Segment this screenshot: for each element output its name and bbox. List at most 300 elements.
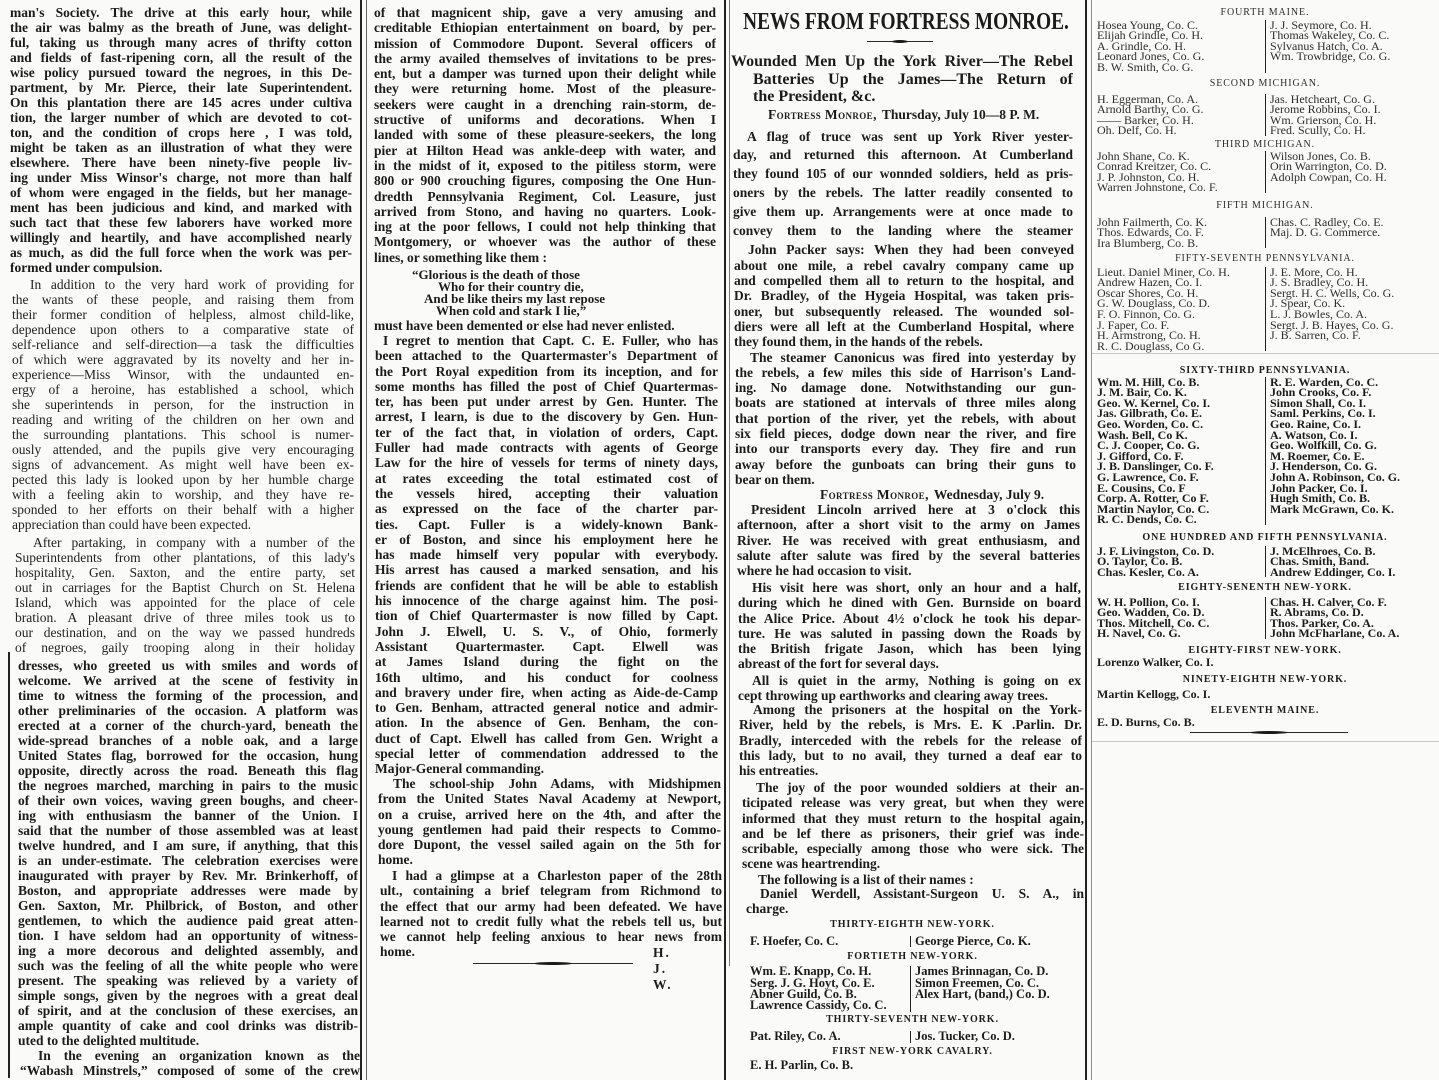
text-line: Island, which was appointed for the place of cele [15,595,355,610]
paragraph [375,333,718,777]
text-line: must have been demented or else had never enlisted. [374,318,675,333]
casualty-list [1092,199,1438,249]
text-line: His arrest has caused a marked sensation, and his [375,562,718,578]
roster-entry: John McFharlane, Co. A. [1270,626,1400,641]
paragraph [734,242,1074,349]
text-line: at rates exceeding the total estimated cost of [375,470,718,486]
roster-entry: Sergt. H. C. Wells, Co. G. [1270,285,1395,300]
text-line: ful, taking us through many acres of thrifty cotton [10,35,352,50]
text-line: the Port Royal expedition from its inception, and for [375,363,718,379]
paragraph [733,128,1073,241]
text-line: uted to the delighted multitude. [18,1033,200,1048]
roster-left-column [1092,91,1265,138]
text-line: time to witness the forming of the procession, and [18,688,358,703]
roster-entry: Ira Blumberg, Co. B. [1097,235,1199,250]
regiment-heading: FORTIETH NEW-YORK. [847,951,978,962]
text-line: such was the feeling of all the white people who were [18,958,358,973]
text-line: might be taken as an illustration of what they were [10,140,352,155]
text-line: Major-General commanding. [375,761,544,777]
casualty-list [1092,252,1438,352]
text-line: arrest, I learn, is due to the discovery by Gen. Hun- [375,409,718,425]
text-line: they found 105 of our wonnded soldiers, held as pris- [733,166,1073,182]
decorative-rule [867,41,933,42]
text-line: the wants of these people, and raising them from [12,292,354,307]
roster-entry: Jos. Tucker, Co. D. [915,1029,1015,1044]
text-line: of that magnicent ship, gave a very amusing and [374,5,716,20]
text-line: informed that they must return to the hospital again, [742,810,1084,826]
roster-entry: Alex Hart, (band,) Co. D. [915,986,1050,1001]
text-line: ample quantity of cake and cool drinks was distrib- [18,1018,358,1033]
roster-entry: H. Armstrong, Co. H. [1097,328,1201,343]
roster-entry: J. M. Bair, Co. K. [1097,385,1187,400]
text-line: ation. In the absence of Gen. Benham, the con- [375,715,718,731]
roster-entry: J. B. Sarren, Co. F. [1270,328,1361,343]
roster-entry: Martin Kellogg, Co. I. [1097,686,1211,701]
text-line: signs of advancement. As might well have been ex- [12,457,354,472]
roster-entry: Wm. Grierson, Co. H. [1270,112,1377,127]
text-line: home. [380,944,415,960]
roster-entry: Adolph Cowpan, Co. H. [1270,169,1387,184]
text-line: twelve hundred, and I am sure, if anything, that this [18,838,358,853]
text-line: President Lincoln arrived here at 3 o'clock this [751,502,1080,517]
roster-right-column [1265,594,1400,641]
subheadline-line: Wounded Men Up the York River—The Rebel [731,53,1073,70]
roster-entry: Andrew Eddinger, Co. I. [1270,564,1396,579]
roster-entry: Pat. Riley, Co. A. [750,1029,841,1044]
text-line: erected at a corner of the church-yard, beneath the [18,718,358,733]
text-line: gentlemen, to which the audience paid great atten- [18,913,358,928]
roster-right-column [910,966,1050,1011]
text-line: wise policy pursued toward the negroes, in this De- [10,65,352,80]
text-line: during which he dined with Gen. Burnside on board [738,595,1081,611]
roster-left-column [1092,264,1265,353]
roster-right-column [1265,148,1387,193]
casualty-list [740,1045,1085,1072]
text-line: Bradly, interceded with the rebels for the release of [739,732,1082,748]
text-line: to Gen. Benham, attracted general notice and admir- [375,700,718,716]
roster-right-column [1265,543,1396,579]
roster-left-column [740,1060,910,1071]
regiment-heading: THIRD MICHIGAN. [1214,138,1316,150]
text-line: In addition to the very hard work of providing for [30,277,354,292]
roster-entry: Elijah Grindle, Co. H. [1097,28,1203,43]
roster-entry: Arnold Barthy, Co. G. [1097,102,1204,117]
text-line: John J. Elwell, U. S. V., of Ohio, formerly [375,623,718,639]
roster-left-column [1092,686,1265,701]
text-line: boats are stationed at intervals of three miles along [735,395,1076,411]
text-line: Assistant Quartermaster. Capt. Elwell was [375,638,718,654]
roster-entry: Orin Warrington, Co. D. [1270,159,1387,174]
roster-left-column [1092,543,1265,579]
text-line: ing with enthusiasm the banner of the Union. I [18,808,358,823]
text-line: been attached to the Quartermaster's Department of [375,348,718,364]
roster-entry: Oh. Delf, Co. H. [1097,123,1177,138]
paragraph [735,350,1076,488]
text-line: about one mile, a rebel cavalry company came up [734,257,1074,273]
text-line: Boston, and appropriate addresses were made by [18,883,358,898]
roster-entry: H. Eggerman, Co. A. [1097,91,1198,106]
roster-entry: George Pierce, Co. K. [915,934,1031,948]
column-rule [366,0,367,1080]
regiment-heading: THIRTY-EIGHTH NEW-YORK. [830,919,995,930]
roster-entry: Wm. M. Hill, Co. B. [1097,374,1200,389]
roster-entry: Jas. Hetcheart, Co. G. [1270,91,1375,106]
roster-entry: E. D. Burns, Co. B. [1097,714,1195,729]
paragraph [739,702,1082,778]
roster-left-column [740,966,910,1011]
regiment-heading: NINETY-EIGHTH NEW-YORK. [1182,673,1348,685]
text-line: at James Island during the fight on the [375,654,718,670]
roster-entry: Chas. H. Calver, Co. F. [1270,594,1387,609]
text-line: John Packer says: When they had been conveyed [748,242,1074,258]
author-signature: H. J. W. [653,945,673,992]
text-line: United States flag, borrowed for the occasion, hung [18,748,358,763]
roster-entry: John A. Robinson, Co. G. [1270,470,1401,485]
paragraph [746,886,1084,917]
roster-right-column [1265,214,1384,249]
casualty-list [740,918,1085,947]
headline [733,8,1078,36]
roster-entry: J. P. Johnston, Co. H. [1097,169,1200,184]
paragraph [737,502,1080,578]
paragraph [745,872,1085,887]
regiment-heading: SIXTY-THIRD PENNSYLVANIA. [1179,364,1351,376]
column-rule [724,0,726,1080]
text-line: the British frigate Jason, which has been lying [738,641,1081,657]
text-line: Gen. Saxton, Mr. Philbrick, of Boston, and other [18,898,358,913]
text-line: charge. [746,901,789,917]
text-line: from the United States Naval Academy at Newport, [378,791,721,807]
roster-entry: F. O. Finnon, Co. G. [1097,307,1196,322]
poem-quotation [374,269,605,317]
regiment-heading: THIRTY-SEVENTH NEW-YORK. [826,1014,999,1025]
text-line: All is quiet in the army, Nothing is going on ex [752,673,1081,688]
roster-entry: J. E. More, Co. H. [1270,264,1358,279]
roster-entry: Jerome Robbins, Co. I. [1270,102,1381,117]
roster-entry: Hugh Smith, Co. B. [1270,491,1371,506]
roster-entry: W. H. Pollion, Co. I. [1097,594,1200,609]
text-line: Law for the hire of vessels for terms of ninety days, [375,455,718,471]
text-line: other preliminaries of the occasion. A platform was [18,703,358,718]
roster-entry: Sergt. J. B. Hayes, Co. G. [1270,317,1394,332]
paragraph [20,1048,360,1078]
roster-right-column [1265,91,1381,138]
text-line: duct of Capt. Elwell has called from Gen. Wright a [375,730,718,746]
text-line: opposite, directly across the road. Beneath this flag [18,763,358,778]
casualty-list [1092,364,1438,526]
roster-entry: Fred. Scully, Co. H. [1270,123,1366,138]
text-line: as expressed on the face of the charter par- [375,501,718,517]
roster-entry: Mark McGrawn, Co. K. [1270,501,1394,516]
text-line: ing a more decorous and delighted assembly, and [18,943,358,958]
roster-entry: J. Henderson, Co. G. [1270,459,1378,474]
text-line: The school-ship John Adams, with Midshipmen [393,776,721,791]
text-line: ties. Capt. Fuller is a widely-known Bank- [375,516,718,532]
text-line: the vessels hired, accepting their valuation [375,485,718,501]
text-line: ously attended, and the pupils give very encouraging [12,442,354,457]
roster-entry: G. Lawrence, Co. F. [1097,470,1199,485]
roster-entry: Corp. A. Rotter, Co F. [1097,491,1209,506]
paragraph [738,580,1081,672]
roster-entry: Chas. C. Radley, Co. E. [1270,214,1384,229]
roster-entry: John Failmerth, Co. K. [1097,214,1207,229]
text-line: His visit here was short, only an hour and a half, [752,580,1081,595]
text-line: where he had occasion to visit. [737,563,912,579]
paragraph [374,5,716,265]
text-line: salute after salute was fired by the several batteries [737,547,1080,563]
text-line: away before the gunboats can bring their guns to [735,456,1076,472]
poem-line: Who for their country die, [438,279,584,294]
roster-entry: F. Hoefer, Co. C. [750,934,839,948]
roster-entry: Wm. E. Knapp, Co. H. [750,964,872,979]
clipping-edge [1092,741,1439,742]
roster-entry: J. Gifford, Co. F. [1097,448,1184,463]
text-line: ture. He was saluted in passing down the Roads by [738,625,1081,641]
text-line: er of Boston, and since his employment here he [375,531,718,547]
column-rule [1085,0,1087,1080]
roster-entry: Jas. Gilbrath, Co. E. [1097,406,1203,421]
roster-left-column [1092,374,1265,527]
roster-entry: L. J. Bowles, Co. A. [1270,307,1368,322]
roster-right-column [910,936,1031,947]
text-line: Among the prisoners at the hospital on the York- [753,702,1082,717]
text-line: tion of Chief Quartermaster is now filled by Capt. [375,608,718,624]
roster-right-column [1265,264,1395,352]
roster-left-column [1092,594,1265,641]
text-line: scribable, especially among those who were sick. The [742,841,1084,857]
text-line: River. He was received with great enthusiasm, and [737,532,1080,548]
roster-entry: Maj. D. G. Commerce. [1270,225,1381,240]
roster-entry: Simon Freemen, Co. C. [915,975,1040,990]
poem-line: And be like theirs my last repose [424,291,606,306]
text-line: has made himself very popular with everybody. [375,547,718,563]
text-line: ton, and the condition of crops here , I was told, [10,125,352,140]
text-line: some months has filled the post of Chief Quartermas- [375,378,718,394]
roster-entry: Wash. Bell, Co K. [1097,427,1188,442]
text-line: dependence upon others to a comparative state of [12,322,354,337]
text-line: as much, as did the full force when the work was per- [10,245,352,260]
text-line: they were returning home. Most of the pleasure- [374,81,716,97]
roster-entry: Geo. W. Kernel, Co. I. [1097,395,1210,410]
paragraph [742,780,1084,872]
text-line: the Alice Price. About 4½ o'clock he took his depar- [738,610,1081,626]
roster-entry: Geo. Raine, Co. I. [1270,417,1361,432]
casualty-list [1092,704,1438,728]
casualty-list [1092,644,1438,668]
paragraph [10,5,352,275]
regiment-heading: EIGHTY-FIRST NEW-YORK. [1188,644,1342,656]
casualty-list [1092,77,1438,137]
roster-entry: Serg. J. G. Hoyt, Co. E. [750,975,875,990]
text-line: young gentlemen had paid their respects to Commo- [378,821,721,837]
roster-entry: Chas. Kesler, Co. A. [1097,564,1199,579]
text-line: 16th ultimo, and his conduct for coolness [375,669,718,685]
text-line: our destination, and on the way we passed hundreds [15,625,355,640]
regiment-heading: ONE HUNDRED AND FIFTH PENNSYLVANIA. [1142,531,1388,543]
dateline-place: Fortress Monroe, [768,107,877,122]
roster-entry: —— Barker, Co. H. [1097,112,1194,127]
decorative-rule [473,963,633,964]
poem-line: “Glorious is the death of those [412,267,580,282]
text-line: structive of uniforms and decorations. When I [374,112,716,128]
text-line: tion. I have seldom had an opportunity of witness- [18,928,358,943]
text-line: cept throwing up earthworks and clearing away trees. [738,688,1048,704]
text-line: The joy of the poor wounded soldiers at their an- [756,780,1084,795]
roster-left-column [1092,654,1265,669]
text-line: and fields of fast-ripening corn, all the result of the [10,50,352,65]
roster-left-column [1092,148,1265,195]
paragraph [12,277,354,532]
text-line: the surrounding plantations. This school is numer- [12,427,354,442]
text-line: ment has been judicious and kind, and marked with [10,200,352,215]
poem-line: When cold and stark I lie,” [436,303,587,318]
roster-entry: M. Roemer, Co. E. [1270,448,1365,463]
casualty-list [740,1013,1085,1043]
dateline [820,487,1044,502]
text-line: that portion of the river, yet the rebels, with about [735,410,1076,426]
text-line: is an under-estimate. The celebration exercises were [18,853,358,868]
casualty-list [740,950,1085,1012]
text-line: pected this lady is looked upon by her humble charge [12,472,354,487]
text-line: convey them to the landing where the steamer [733,222,1073,238]
text-line: into our transports every day. They fire and run [735,441,1076,457]
subheadline-line: Batteries Up the James—The Return of [753,70,1073,88]
text-line: man's Society. The drive at this early hour, while [10,5,352,20]
text-line: River, held by the rebels, is Mrs. E. K .Parlin. Dr. [739,717,1082,733]
text-line: on a cruise, arrived here on the 4th, and after the [378,806,721,822]
text-line: reading and writing of the children on her own and [12,412,354,427]
text-line: in the midst of it, exposed to the pitiless storm, were [374,157,716,173]
regiment-heading: EIGHTY-SENENTH NEW-YORK. [1178,581,1352,593]
subheadline-line: the President, &c. [753,88,876,105]
roster-left-column [1092,17,1265,75]
roster-entry: Geo. Wadden, Co. D. [1097,605,1205,620]
text-line: appreciation than could have been expected. [12,517,252,532]
text-line: oner, but subsequently released. The wounded sol- [734,303,1074,319]
text-line: of their own voices, waving green boughs, and cheer- [18,793,358,808]
headline-text: NEWS FROM FORTRESS MONROE. [742,9,1069,35]
regiment-heading: FOURTH MAINE. [1220,6,1310,18]
text-line: lines, or something like them : [374,249,547,265]
roster-entry: Thos. Parker, Co. A. [1270,615,1374,630]
roster-entry: Lawrence Cassidy, Co. C. [750,998,887,1013]
text-line: hospitality, Gen. Saxton, and the entire party, set [15,565,355,580]
text-line: bration. A pleasant drive of three miles took us to [15,610,355,625]
roster-entry: Sylvanus Hatch, Co. A. [1270,38,1383,53]
text-line: day, and returned this afternoon. At Cumberland [733,147,1073,163]
text-line: welcome. We arrived at the scene of festivity in [18,673,358,688]
text-line: of which were aggravated by its novelty and her in- [12,352,354,367]
text-line: Daniel Werdell, Assistant-Surgeon U. S. A., in [760,886,1084,901]
text-line: the army availed themselves of invitations to be pres- [374,50,716,66]
roster-entry: Thos. Mitchell, Co. C. [1097,615,1210,630]
roster-entry: Andrew Hazen, Co. I. [1097,275,1203,290]
text-line: sponded to her efforts on their behalf with a higher [12,502,354,517]
text-line: six field pieces, dodge down near the river, and fire [735,425,1076,441]
roster-entry: C. J. Cooper, Co. G. [1097,438,1200,453]
text-line: of negroes, gaily trooping along in their holiday [15,640,355,655]
paragraph [738,673,1081,704]
text-line: his entreaties. [739,763,819,779]
roster-entry: Leonard Jones, Co. G. [1097,49,1205,64]
roster-entry: John Shane, Co. K. [1097,148,1190,163]
roster-entry: G. W. Douglass, Co. D. [1097,296,1211,311]
text-line: ing under Miss Winsor's charge, not more than half [10,170,352,185]
roster-entry: Simon Shall, Co. I. [1270,395,1367,410]
roster-entry: H. Navel, Co. G. [1097,626,1181,641]
text-line: dredth Pennsylvania Regiment, Col. Leasure, just [374,188,716,204]
text-line: willingly and heartily, and have accomplished nearly [10,230,352,245]
text-line: special letter of commendation addressed to the [375,746,718,762]
regiment-heading: SECOND MICHIGAN. [1209,77,1321,89]
text-line: the negroes marched, marching in pairs to the music [18,778,358,793]
text-line: A flag of truce was sent up York River yester- [747,128,1073,144]
roster-entry: J. F. Livingston, Co. D. [1097,543,1215,558]
text-line: ter of the fact that, in violation of orders, Capt. [375,424,718,440]
text-line: In the evening an organization known as the [38,1048,360,1063]
text-line: said that the number of those assembled was at least [18,823,358,838]
roster-entry: Conrad Kreitzer, Co. C. [1097,159,1212,174]
roster-entry: Geo. Wolfkill, Co. G. [1270,438,1377,453]
text-line: simple songs, given by the negroes with a great deal [18,988,358,1003]
roster-entry: John Packer, Co. I. [1270,480,1368,495]
text-line: pier at Hilton Head was ankle-deep with water, and [374,142,716,158]
text-line: oners by the rebels. The latter readily consented to [733,184,1073,200]
text-line: seekers were caught in a drenching rain-storm, de- [374,96,716,112]
roster-entry: J. McElhroes, Co. B. [1270,543,1376,558]
text-line: ergy of a heroine, has established a school, which [12,382,354,397]
text-line: ter, has been put under arrest by Gen. Hunter. The [375,394,718,410]
text-line: of whom were engaged in the fields, but her manage- [10,185,352,200]
paragraph [378,776,721,868]
regiment-heading: ELEVENTH MAINE. [1210,704,1320,716]
roster-entry: John Crooks, Co. F. [1270,385,1372,400]
roster-right-column [1265,17,1391,73]
text-line: present. The speaking was relieved by a variety of [18,973,358,988]
roster-entry: Wm. Trowbridge, Co. G. [1270,49,1391,64]
text-line: formed under compulsion. [10,260,163,275]
text-line: self-reliance and self-direction—a task the difficulties [12,337,354,352]
dateline [768,107,1039,122]
roster-entry: Chas. Smith, Band. [1270,554,1370,569]
text-line: abreast of the fort for several days. [738,656,939,672]
roster-entry: O. Taylor, Co. B. [1097,554,1183,569]
roster-entry: R. C. Dends, Co. C. [1097,512,1197,527]
text-line: they found them, in the hands of the rebels. [734,334,983,350]
text-line: ing. No damage done. Notwithstanding our gun- [735,380,1076,396]
text-line: the air was balmy as the breath of June, was delight- [10,20,352,35]
roster-entry: Martin Naylor, Co. C. [1097,501,1210,516]
roster-entry: J. J. Seymore, Co. H. [1270,17,1372,32]
subheadline [731,53,1073,106]
roster-entry: R. E. Warden, Co. C. [1270,374,1379,389]
text-line: The following is a list of their names : [758,872,974,887]
roster-entry: Oscar Shores, Co. H. [1097,285,1199,300]
roster-entry: Thomas Wakeley, Co. C. [1270,28,1390,43]
text-line: landed with some of these pleasure-seekers, the long [374,127,716,143]
column-rule [360,0,362,1080]
roster-entry: Wilson Jones, Co. B. [1270,148,1371,163]
text-line: such tact that these few laborers have worked more [10,215,352,230]
roster-right-column [910,1031,1015,1042]
roster-entry: J. Spear, Co. K. [1270,296,1346,311]
text-line: their former condition of helpless, almost child-like, [12,307,354,322]
text-line: mission of Commodore Dupont. Several officers of [374,35,716,51]
text-line: arrived from Stono, and having no quarters. Look- [374,203,716,219]
text-line: dore Dupont, the vessel sailed again on the 5th for [378,837,721,853]
roster-entry: E. H. Parlin, Co. B. [750,1058,854,1073]
casualty-list [1092,531,1438,578]
